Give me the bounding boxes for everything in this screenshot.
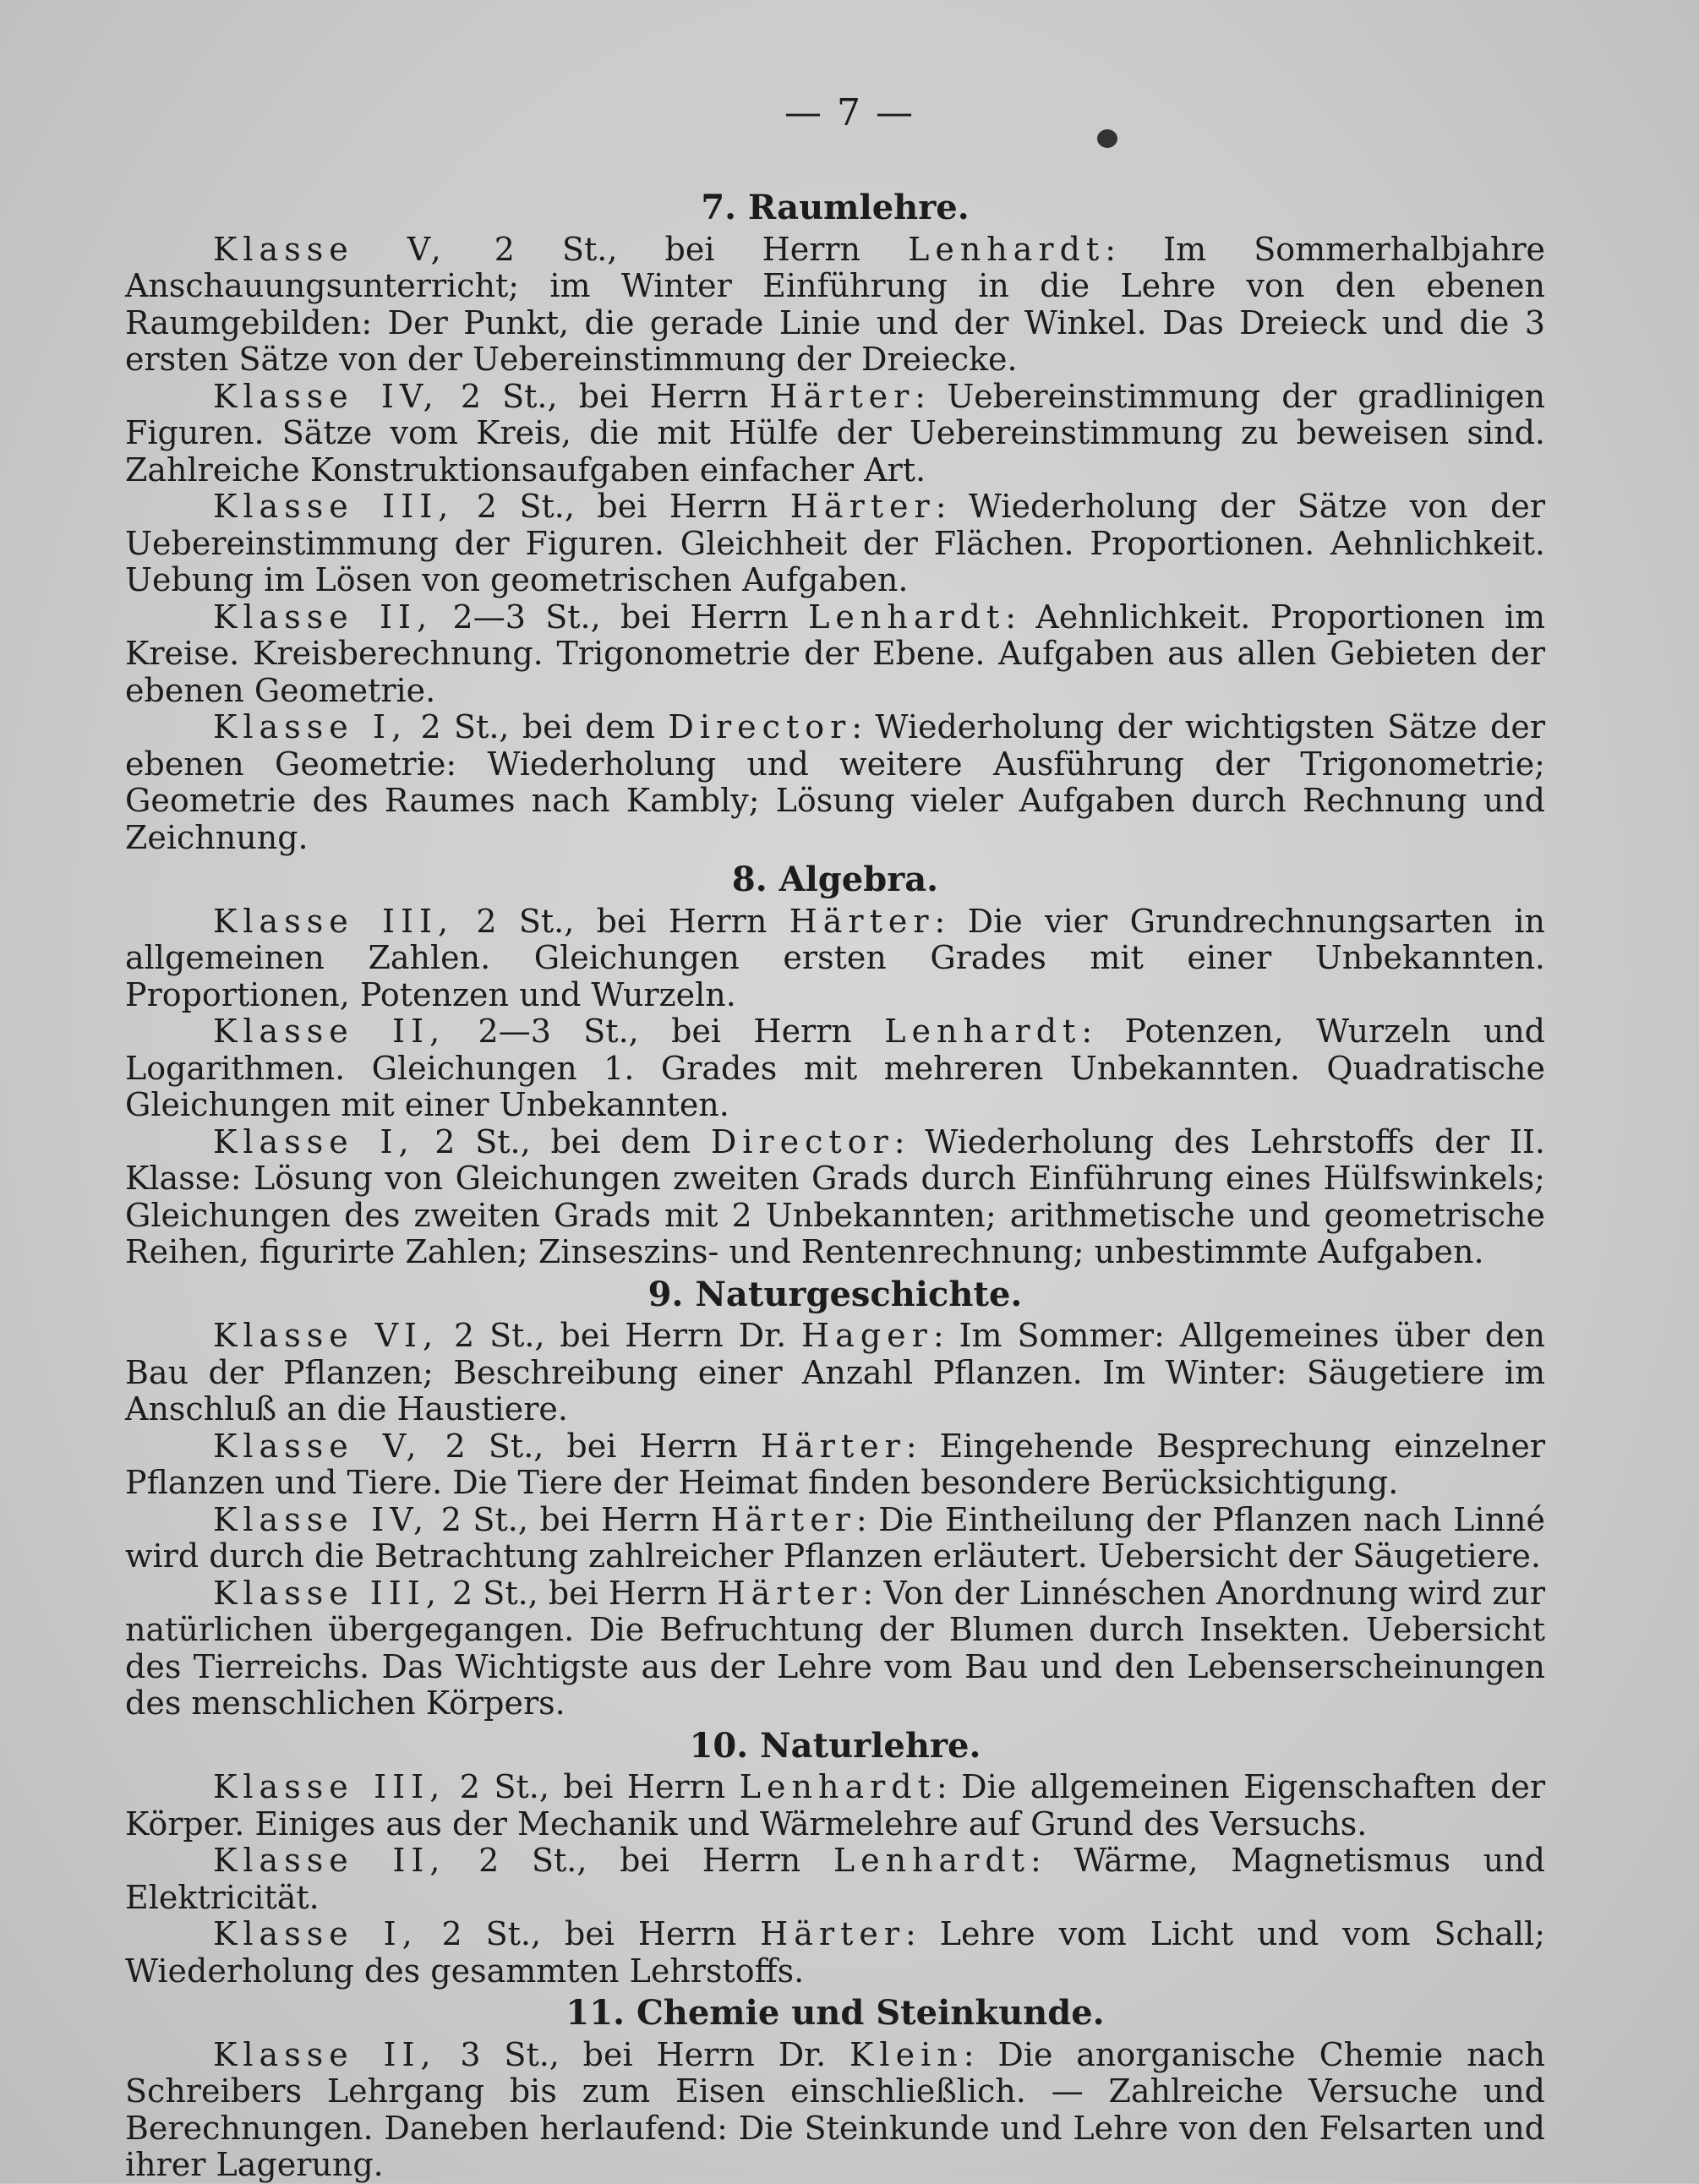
class-entry xyxy=(125,904,1545,1014)
class-entry xyxy=(125,1769,1545,1843)
curriculum-text: : Uebereinstimmung der gradlinigen Figuren. Sätze vom Kreis, die mit Hülfe der Uebereinstimmung zu beweisen sind. Zahlreiche Konstruktionsaufgaben einfacher Art. xyxy=(125,377,1545,489)
class-entry xyxy=(125,1916,1545,1990)
teacher-name: Härter xyxy=(717,1574,863,1612)
hours-teacher-prefix: 2 St., bei Herrn xyxy=(429,1500,711,1538)
hours-teacher-prefix: 2 St., bei Herrn xyxy=(454,488,790,525)
hours-teacher-prefix: 2 St., bei Herrn xyxy=(446,230,909,268)
curriculum-text: : Wiederholung des Lehrstoffs der II. Klasse: Lösung von Gleichungen zweiten Grads durch Einführung eines Hülfswinkels; Gleichungen des zweiten Grads mit 2 Unbekannten; arithmetische und geometrische Reihen, figurirte Zahlen; Zinseszins- und Rentenrechnung; unbestimmte Aufgaben. xyxy=(125,1122,1545,1270)
class-entry xyxy=(125,1124,1545,1271)
class-label: Klasse IV, xyxy=(213,377,440,415)
curriculum-text: : Die anorganische Chemie nach Schreibers Lehrgang bis zum Eisen einschließlich. — Zahlreiche Versuche und Berechnungen. Daneben herlaufend: Die Steinkunde und Lehre von den Felsarten und ihrer Lagerung. xyxy=(125,2035,1545,2183)
class-label: Klasse III, xyxy=(213,1768,446,1805)
class-label: Klasse II, xyxy=(213,598,434,636)
teacher-name: Härter xyxy=(710,1500,856,1538)
class-entry xyxy=(125,1428,1545,1502)
class-entry xyxy=(125,1013,1545,1124)
class-label: Klasse I, xyxy=(213,1122,415,1160)
class-label: Klasse V, xyxy=(213,1427,423,1465)
teacher-name: Klein xyxy=(850,2035,964,2073)
class-label: Klasse II, xyxy=(213,1013,446,1050)
class-label: Klasse V, xyxy=(213,230,447,268)
teacher-name: Lenhardt xyxy=(739,1768,937,1805)
teacher-name: Lenhardt xyxy=(884,1013,1082,1050)
curriculum-text: : Die vier Grundrechnungsarten in allgemeinen Zahlen. Gleichungen ersten Grades mit einer Unbekannten. Proportionen, Potenzen und Wurzeln. xyxy=(125,902,1545,1013)
hours-teacher-prefix: 2 St., bei Herrn xyxy=(445,1768,740,1805)
hours-teacher-prefix: 2 St., bei dem xyxy=(414,1122,711,1160)
ink-dot xyxy=(1097,129,1117,148)
hours-teacher-prefix: 2 St., bei Herrn xyxy=(445,1842,833,1879)
teacher-name: Härter xyxy=(760,1427,906,1465)
page-number: — 7 — xyxy=(784,91,915,134)
class-label: Klasse I, xyxy=(213,1915,418,1952)
class-entry xyxy=(125,489,1545,599)
hours-teacher-prefix: 2—3 St., bei Herrn xyxy=(433,598,809,636)
class-entry xyxy=(125,599,1545,710)
page-content xyxy=(125,184,1545,2184)
class-label: Klasse II, xyxy=(213,2035,437,2073)
curriculum-text: : Wärme, Magnetismus und Elektricität. xyxy=(125,1842,1545,1916)
curriculum-text: : Die Eintheilung der Pflanzen nach Linné wird durch die Betrachtung zahlreicher Pflanzen erläutert. Uebersicht der Säugetiere. xyxy=(125,1500,1546,1575)
class-label: Klasse VI, xyxy=(213,1317,440,1354)
class-label: Klasse III, xyxy=(213,488,455,525)
section-title: 7. Raumlehre. xyxy=(701,188,970,227)
class-label: Klasse IV, xyxy=(213,1500,430,1538)
hours-teacher-prefix: 2 St., bei Herrn xyxy=(441,1574,718,1612)
class-entry xyxy=(125,232,1545,379)
class-entry xyxy=(125,1318,1545,1428)
curriculum-text: : Die allgemeinen Eigenschaften der Körper. Einiges aus der Mechanik und Wärmelehre auf Grund des Versuchs. xyxy=(125,1768,1545,1843)
section-title: 8. Algebra. xyxy=(731,860,939,899)
hours-teacher-prefix: 2 St., bei Herrn xyxy=(439,377,770,415)
class-entry xyxy=(125,1502,1545,1575)
teacher-name: Lenhardt xyxy=(808,598,1006,636)
curriculum-text: : Wiederholung der Sätze von der Uebereinstimmung der Figuren. Gleichheit der Flächen. Proportionen. Aehnlichkeit. Uebung im Lösen von geometrischen Aufgaben. xyxy=(125,488,1545,598)
teacher-name: Director xyxy=(710,1122,894,1160)
section-title: 11. Chemie und Steinkunde. xyxy=(565,1993,1105,2033)
hours-teacher-prefix: 2 St., bei Herrn xyxy=(454,902,789,940)
class-entry xyxy=(125,709,1545,856)
teacher-name: Härter xyxy=(769,377,915,415)
teacher-name: Director xyxy=(668,708,852,745)
curriculum-text: : Wiederholung der wichtigsten Sätze der ebenen Geometrie: Wiederholung und weitere Ausführung der Trigonometrie; Geometrie des Raumes nach Kambly; Lösung vieler Aufgaben durch Rechnung und Zeichnung. xyxy=(125,708,1545,856)
class-entry xyxy=(125,2037,1545,2184)
teacher-name: Hager xyxy=(801,1317,933,1354)
teacher-name: Härter xyxy=(789,488,936,525)
hours-teacher-prefix: 2—3 St., bei Herrn xyxy=(445,1013,885,1050)
class-label: Klasse II, xyxy=(213,1842,446,1879)
teacher-name: Lenhardt xyxy=(833,1842,1030,1879)
hours-teacher-prefix: 2 St., bei dem xyxy=(407,708,669,745)
hours-teacher-prefix: 2 St., bei Herrn xyxy=(418,1915,761,1952)
hours-teacher-prefix: 3 St., bei Herrn Dr. xyxy=(436,2035,850,2073)
class-entry xyxy=(125,1843,1545,1916)
teacher-name: Härter xyxy=(760,1915,906,1952)
class-label: Klasse III, xyxy=(213,902,455,940)
curriculum-text: : Im Sommerhalbjahre Anschauungsunterricht; im Winter Einführung in die Lehre von den ebenen Raumgebilden: Der Punkt, die gerade Linie und der Winkel. Das Dreieck und die 3 ersten Sätze von der Uebereinstimmung der Dreiecke. xyxy=(125,230,1545,378)
teacher-name: Lenhardt xyxy=(908,230,1106,268)
class-label: Klasse III, xyxy=(213,1574,442,1612)
section-title: 9. Naturgeschichte. xyxy=(647,1274,1023,1314)
section-title: 10. Naturlehre. xyxy=(689,1725,981,1766)
curriculum-text: : Im Sommer: Allgemeines über den Bau der Pflanzen; Beschreibung einer Anzahl Pflanzen. Im Winter: Säugetiere im Anschluß an die Haustiere. xyxy=(125,1317,1545,1428)
class-entry xyxy=(125,379,1545,489)
class-label: Klasse I, xyxy=(213,708,408,745)
hours-teacher-prefix: 2 St., bei Herrn Dr. xyxy=(439,1317,802,1354)
curriculum-text: : Von der Linnéschen Anordnung wird zur natürlichen übergegangen. Die Befruchtung der Blumen durch Insekten. Uebersicht des Tierreichs. Das Wichtigste aus der Lehre vom Bau und den Lebenserscheinungen des menschlichen Körpers. xyxy=(125,1574,1545,1722)
curriculum-text: : Aehnlichkeit. Proportionen im Kreise. Kreisberechnung. Trigonometrie der Ebene. Aufgaben aus allen Gebieten der ebenen Geometrie. xyxy=(125,598,1546,709)
curriculum-text: : Eingehende Besprechung einzelner Pflanzen und Tiere. Die Tiere der Heimat finden besondere Berücksichtigung. xyxy=(125,1427,1545,1501)
curriculum-text: : Potenzen, Wurzeln und Logarithmen. Gleichungen 1. Grades mit mehreren Unbekannten. Quadratische Gleichungen mit einer Unbekannten. xyxy=(125,1013,1546,1123)
class-entry xyxy=(125,1575,1545,1723)
teacher-name: Härter xyxy=(789,902,935,940)
curriculum-text: : Lehre vom Licht und vom Schall; Wiederholung des gesammten Lehrstoffs. xyxy=(125,1915,1545,1990)
hours-teacher-prefix: 2 St., bei Herrn xyxy=(422,1427,761,1465)
